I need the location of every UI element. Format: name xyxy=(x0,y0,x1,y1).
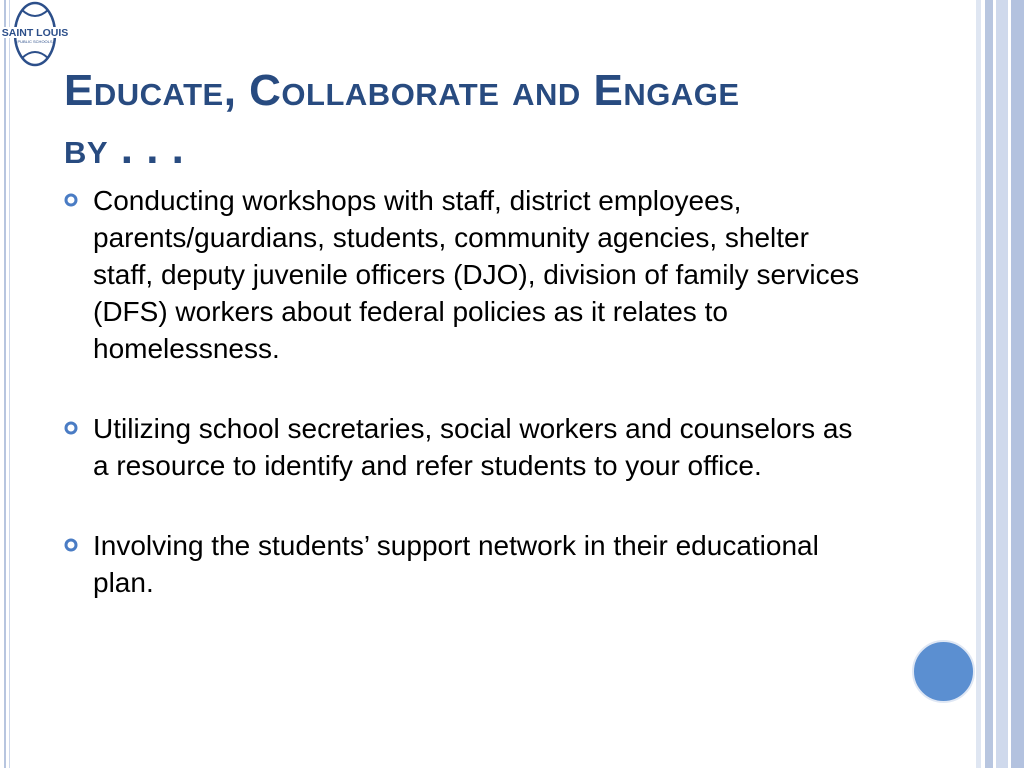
bullet-text: Conducting workshops with staff, district employees, parents/guardians, students, community agencies, shelter staff, deputy juvenile officers (DJO), division of family services (DFS) workers about federal policies as it relates to homelessness. xyxy=(93,185,860,364)
slide-title-line-2: by . . . xyxy=(64,124,185,173)
slide-title-line-1: Educate, Collaborate and Engage xyxy=(64,66,740,115)
left-border-line-inner xyxy=(9,0,10,768)
ring-bullet-icon xyxy=(64,538,78,552)
bullet-text: Involving the students’ support network in their educational plan. xyxy=(93,530,819,598)
bullet-list xyxy=(60,182,860,644)
logo-subtext: PUBLIC SCHOOLS xyxy=(17,39,53,44)
school-logo xyxy=(2,0,68,68)
bullet-item xyxy=(60,527,860,601)
bullet-item xyxy=(60,182,860,367)
ring-bullet-icon xyxy=(64,421,78,435)
decorative-circle xyxy=(912,640,975,703)
slide-title xyxy=(64,62,924,178)
ring-bullet-icon xyxy=(64,193,78,207)
bullet-text: Utilizing school secretaries, social workers and counselors as a resource to identify and refer students to your office. xyxy=(93,413,853,481)
right-stripe-decoration xyxy=(976,0,1024,768)
bullet-item xyxy=(60,410,860,484)
left-border-line xyxy=(4,0,6,768)
logo-text: SAINT LOUIS xyxy=(2,27,68,39)
